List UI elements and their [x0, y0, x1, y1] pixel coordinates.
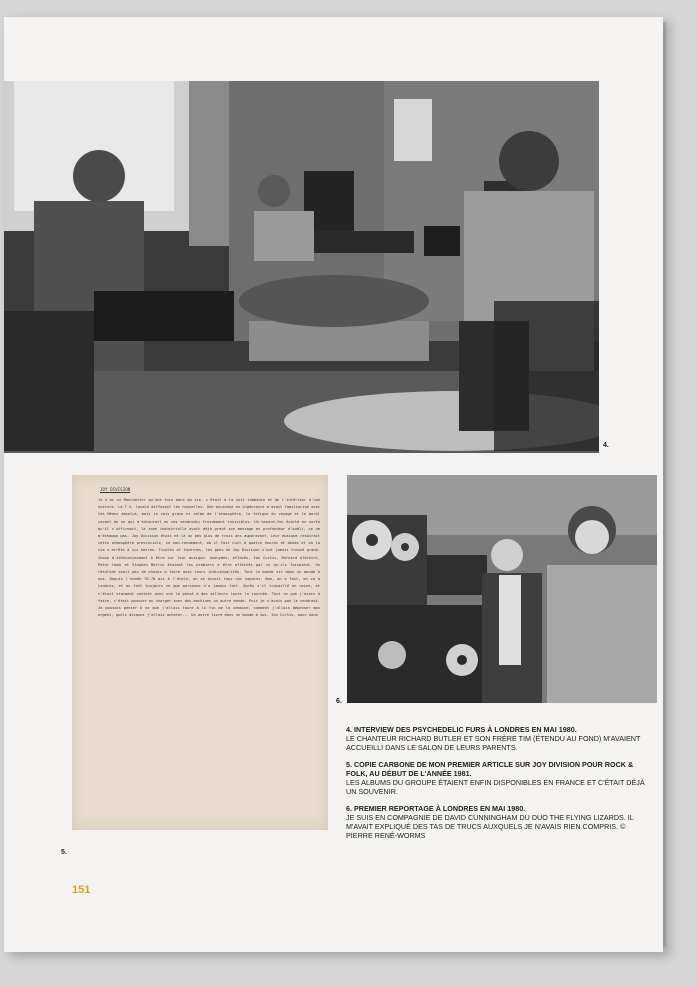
typed-article-body: Je n'ai vu Manchester qu'une fois dans ma vie, c'était à la nuit tombante et de l'intérieur d'une voiture. La T.V. locale diffusait les nouvelles. Une ancienne ex ingénieure m'avait familiarisé avec les Néons absolus, mais je vois grave et calme de l'atmosphère, la fatigue du voyage et le moral vacant de ce qui m'entourait en ces vendredis froidement invisibles. Un hasard-feu écarté en sorte qu'il s'affirmait, la zone industrielle avait déjà gravé son message en profondeur d'oubli, ce ne m'échappa pas. Joy Division était né là un peu plus de trois ans auparavant. Leur musique respirait cette atmosphère provinciale, ce non-rendement, où il fait nuit à quatre heures et demie et où la vie s'arrête à six heures. Ticales et tavernes, les gens de Joy Division n'ont jamais trouvé grand-chose d'enthousiasmant à être sur leur musique. Anonymes, effacés, Ian Curtis, Bernard Albrecht, Peter Hook et Stephen Morris étaient les premiers à être affectés par ce qu'ils faisaient. Un résultat avait peu de choses à faire avec leurs individualités. Tout le monde vit dans un monde à soi. Depuis l'année 76-78 mis à l'école, on se disait tous nos copains. Bon, on a fait, on va à Londres, et on fait toujours ce que personne n'a jamais fait. Après s'il travaillé en usine, et c'était vraiment content avec une la pensé à des ailleurs toute la journée. Tout ce que j'avais à faire, c'était pousser ou charger avec des machines un autre monde. Puis je n'avais pas le vendredi. Je pouvais penser à ce que j'allais faire à la fin de la semaine, comment j'allais dépenser mon argent, quels disques j'allais acheter... Un autre livre dans un monde à soi. Ian Curtis, pour nous	[98, 498, 321, 618]
typed-article-scan	[72, 475, 328, 830]
caption-4	[346, 725, 646, 752]
caption-5-title: 5. COPIE CARBONE DE MON PREMIER ARTICLE SUR JOY DIVISION POUR ROCK & FOLK, AU DÉBUT DE L'ANNÉE 1981.	[346, 760, 634, 778]
caption-5-text: LES ALBUMS DU GROUPE ÉTAIENT ENFIN DISPONIBLES EN FRANCE ET C'ÉTAIT DÉJÀ UN SOUVENIR.	[346, 778, 645, 796]
photo-interview-psychedelic-furs	[4, 81, 599, 453]
captions	[346, 725, 646, 848]
figure-number-4: 4.	[603, 442, 609, 449]
page-number: 151	[72, 884, 91, 896]
caption-4-text: LE CHANTEUR RICHARD BUTLER ET SON FRÈRE TIM (ÉTENDU AU FOND) M'AVAIENT ACCUEILLI DANS LE SALON DE LEURS PARENTS.	[346, 734, 641, 752]
figure-number-5: 5.	[61, 849, 67, 856]
caption-6-title: 6. PREMIER REPORTAGE À LONDRES EN MAI 1980.	[346, 804, 526, 813]
photo-studio-flying-lizards	[347, 475, 657, 703]
caption-6-text: JE SUIS EN COMPAGNIE DE DAVID CUNNINGHAM DU DUO THE FLYING LIZARDS. IL M'AVAIT EXPLIQUÉ DES TAS DE TRUCS AUXQUELS JE N'AVAIS RIEN COMPRIS. © PIERRE RENÉ-WORMS	[346, 813, 634, 840]
figure-number-6: 6.	[336, 698, 342, 705]
caption-6	[346, 804, 646, 840]
caption-4-title: 4. INTERVIEW DES PSYCHEDELIC FURS À LONDRES EN MAI 1980.	[346, 725, 577, 734]
caption-5	[346, 760, 646, 796]
magazine-page	[4, 17, 663, 952]
typed-article-title: JOY DIVISION	[100, 487, 131, 492]
